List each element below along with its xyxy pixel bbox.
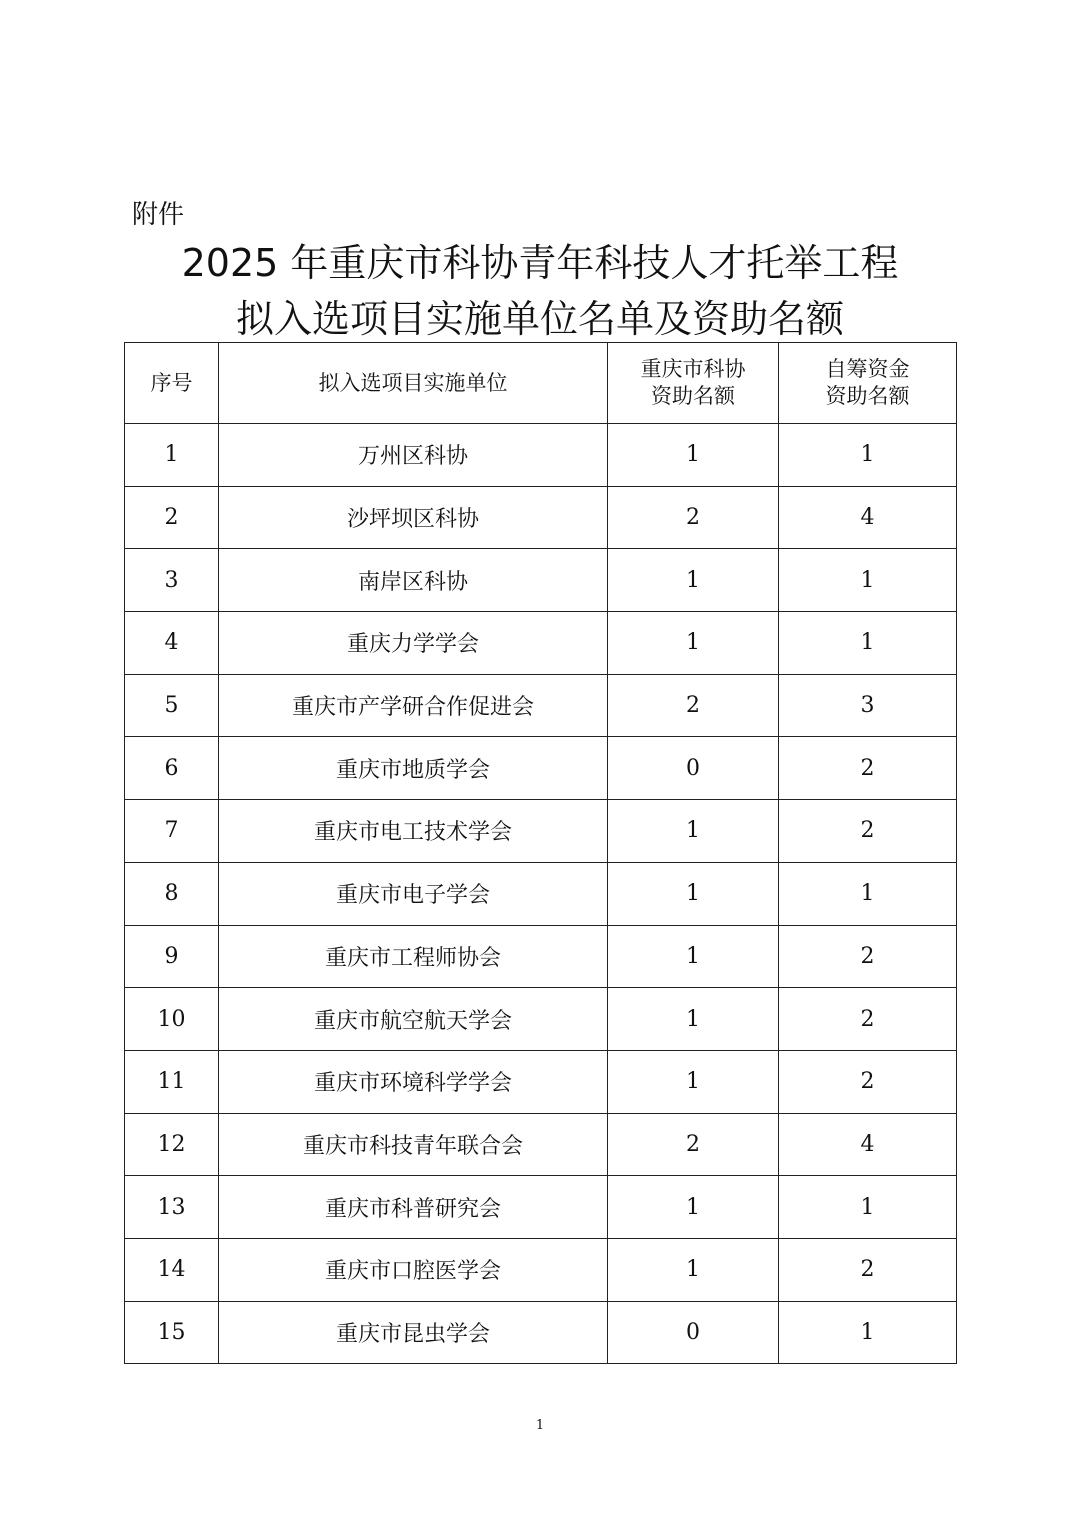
- cell-cast-funded: 1: [608, 1176, 779, 1239]
- table-row: [125, 925, 957, 988]
- table-row: [125, 862, 957, 925]
- cell-self-funded: 4: [779, 1113, 957, 1176]
- cell-cast-funded: 0: [608, 1301, 779, 1364]
- table-row: [125, 486, 957, 549]
- cell-cast-funded: 1: [608, 925, 779, 988]
- cell-cast-funded: 2: [608, 674, 779, 737]
- cell-self-funded: 1: [779, 612, 957, 675]
- table-row: [125, 800, 957, 863]
- cell-unit: 重庆市昆虫学会: [219, 1301, 608, 1364]
- cell-cast-funded: 1: [608, 424, 779, 487]
- cell-unit: 沙坪坝区科协: [219, 486, 608, 549]
- cell-unit: 万州区科协: [219, 424, 608, 487]
- table-row: [125, 1238, 957, 1301]
- table-row: [125, 549, 957, 612]
- cell-cast-funded: 1: [608, 800, 779, 863]
- header-cast-funded: 重庆市科协 资助名额: [608, 343, 779, 424]
- funding-table: [124, 342, 957, 1364]
- cell-cast-funded: 1: [608, 1238, 779, 1301]
- table-row: [125, 988, 957, 1051]
- cell-index: 15: [125, 1301, 219, 1364]
- cell-unit: 重庆市科技青年联合会: [219, 1113, 608, 1176]
- cell-unit: 重庆市地质学会: [219, 737, 608, 800]
- cell-unit: 重庆市环境科学学会: [219, 1050, 608, 1113]
- document-title-line-2: 拟入选项目实施单位名单及资助名额: [235, 297, 844, 341]
- cell-unit: 重庆市电子学会: [219, 862, 608, 925]
- cell-index: 10: [125, 988, 219, 1051]
- table-row: [125, 1113, 957, 1176]
- cell-unit: 重庆市科普研究会: [219, 1176, 608, 1239]
- table-row: [125, 612, 957, 675]
- cell-self-funded: 2: [779, 988, 957, 1051]
- table-row: [125, 1176, 957, 1239]
- cell-self-funded: 2: [779, 1050, 957, 1113]
- attachment-label: 附件: [132, 200, 185, 230]
- header-unit: 拟入选项目实施单位: [219, 343, 608, 424]
- cell-cast-funded: 1: [608, 549, 779, 612]
- cell-cast-funded: 1: [608, 1050, 779, 1113]
- cell-index: 11: [125, 1050, 219, 1113]
- cell-cast-funded: 1: [608, 612, 779, 675]
- cell-self-funded: 3: [779, 674, 957, 737]
- cell-index: 5: [125, 674, 219, 737]
- header-self-funded: 自筹资金 资助名额: [779, 343, 957, 424]
- table-header-row: [125, 343, 957, 424]
- cell-index: 6: [125, 737, 219, 800]
- cell-index: 13: [125, 1176, 219, 1239]
- cell-self-funded: 1: [779, 1301, 957, 1364]
- cell-index: 4: [125, 612, 219, 675]
- table-row: [125, 737, 957, 800]
- cell-index: 2: [125, 486, 219, 549]
- cell-index: 8: [125, 862, 219, 925]
- cell-cast-funded: 2: [608, 486, 779, 549]
- cell-unit: 南岸区科协: [219, 549, 608, 612]
- cell-unit: 重庆市口腔医学会: [219, 1238, 608, 1301]
- cell-self-funded: 4: [779, 486, 957, 549]
- cell-index: 14: [125, 1238, 219, 1301]
- cell-cast-funded: 1: [608, 988, 779, 1051]
- cell-self-funded: 2: [779, 800, 957, 863]
- cell-cast-funded: 1: [608, 862, 779, 925]
- cell-unit: 重庆力学学会: [219, 612, 608, 675]
- cell-unit: 重庆市航空航天学会: [219, 988, 608, 1051]
- table-row: [125, 674, 957, 737]
- cell-self-funded: 2: [779, 925, 957, 988]
- cell-index: 1: [125, 424, 219, 487]
- cell-cast-funded: 0: [608, 737, 779, 800]
- cell-index: 12: [125, 1113, 219, 1176]
- cell-self-funded: 1: [779, 424, 957, 487]
- cell-unit: 重庆市工程师协会: [219, 925, 608, 988]
- cell-unit: 重庆市电工技术学会: [219, 800, 608, 863]
- cell-self-funded: 1: [779, 862, 957, 925]
- cell-self-funded: 1: [779, 549, 957, 612]
- cell-unit: 重庆市产学研合作促进会: [219, 674, 608, 737]
- table-row: [125, 424, 957, 487]
- cell-self-funded: 2: [779, 1238, 957, 1301]
- cell-cast-funded: 2: [608, 1113, 779, 1176]
- table-row: [125, 1301, 957, 1364]
- table-row: [125, 1050, 957, 1113]
- cell-self-funded: 1: [779, 1176, 957, 1239]
- cell-index: 7: [125, 800, 219, 863]
- page-number: 1: [535, 1418, 545, 1433]
- cell-index: 3: [125, 549, 219, 612]
- header-index: 序号: [125, 343, 219, 424]
- cell-index: 9: [125, 925, 219, 988]
- cell-self-funded: 2: [779, 737, 957, 800]
- document-title-line-1: 2025 年重庆市科协青年科技人才托举工程: [181, 241, 899, 285]
